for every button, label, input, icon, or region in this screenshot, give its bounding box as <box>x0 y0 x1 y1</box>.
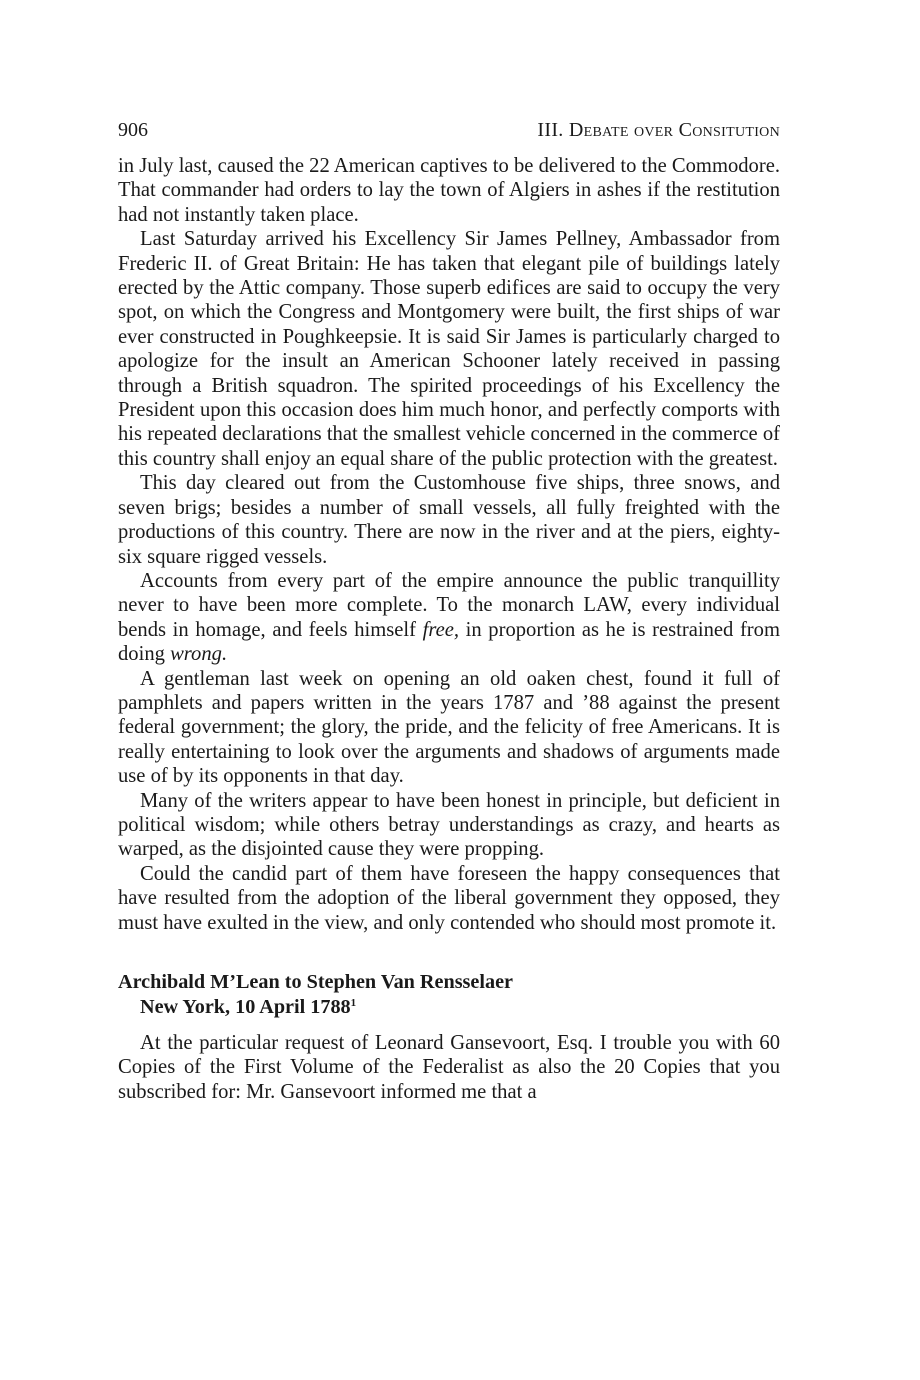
body-paragraph: Could the candid part of them have foreseen the happy consequences that have resulted from the adoption of the liberal government they opposed, they must have exulted in the view, and only contended who should most promote it. <box>118 862 780 934</box>
italic-text: free, <box>422 618 460 641</box>
body-paragraph <box>118 569 780 667</box>
footnote-ref: 1 <box>350 997 357 1009</box>
body-paragraph: in July last, caused the 22 American captives to be delivered to the Commodore. That commander had orders to lay the town of Algiers in ashes if the restitution had not instantly taken place. <box>118 155 780 226</box>
running-title: III. Debate over Consitution <box>537 119 780 141</box>
running-header <box>118 118 780 154</box>
body-paragraph: A gentleman last week on opening an old oaken chest, found it full of pamphlets and papers written in the years 1787 and ’88 against the present federal government; the glory, the pride, and the felicity of free Americans. It is really entertaining to look over the arguments and shadows of arguments made use of by its opponents in that day. <box>118 667 780 788</box>
dateline-text: New York, 10 April 1788 <box>140 996 351 1018</box>
body-paragraph: Many of the writers appear to have been honest in principle, but deficient in political wisdom; while others betray understandings as crazy, and hearts as warped, as the disjointed cause they were propping. <box>118 789 780 861</box>
italic-text: wrong. <box>170 643 228 666</box>
page-number: 906 <box>118 119 148 141</box>
text-run: Accounts from every part of the empire announce the public tranquillity never to have been more complete. To the monarch LAW, every individual bends in homage, and feels himself <box>118 569 780 641</box>
section-dateline <box>118 995 780 1020</box>
section-heading <box>118 970 780 1020</box>
letter-paragraph: At the particular request of Leonard Gansevoort, Esq. I trouble you with 60 Copies of the First Volume of the Federalist as also the 20 Copies that you subscribed for: Mr. Gansevoort informed me that a <box>118 1032 780 1103</box>
body-paragraph: Last Saturday arrived his Excellency Sir James Pellney, Ambassador from Frederic II. of Great Britain: He has taken that elegant pile of buildings lately erected by the Attic company. Those superb edifices are said to occupy the very spot, on which the Congress and Montgomery were built, the first ships of war ever constructed in Poughkeepsie. It is said Sir James is particularly charged to apologize for the insult an American Schooner lately received in passing through a British squadron. The spirited proceedings of his Excellency the President upon this occasion does him much honor, and perfectly comports with his repeated declarations that the smallest vehicle concerned in the commerce of this country shall enjoy an equal share of the public protection with the greatest. <box>118 228 780 470</box>
text-run: in proportion as he is restrained from doing <box>118 618 780 666</box>
section-title: Archibald M’Lean to Stephen Van Rensselaer <box>118 971 513 993</box>
document-page <box>118 118 780 1104</box>
body-paragraph: This day cleared out from the Customhouse five ships, three snows, and seven brigs; besides a number of small vessels, all fully freighted with the productions of this country. There are now in the river and at the piers, eighty-six square rigged vessels. <box>118 472 780 568</box>
